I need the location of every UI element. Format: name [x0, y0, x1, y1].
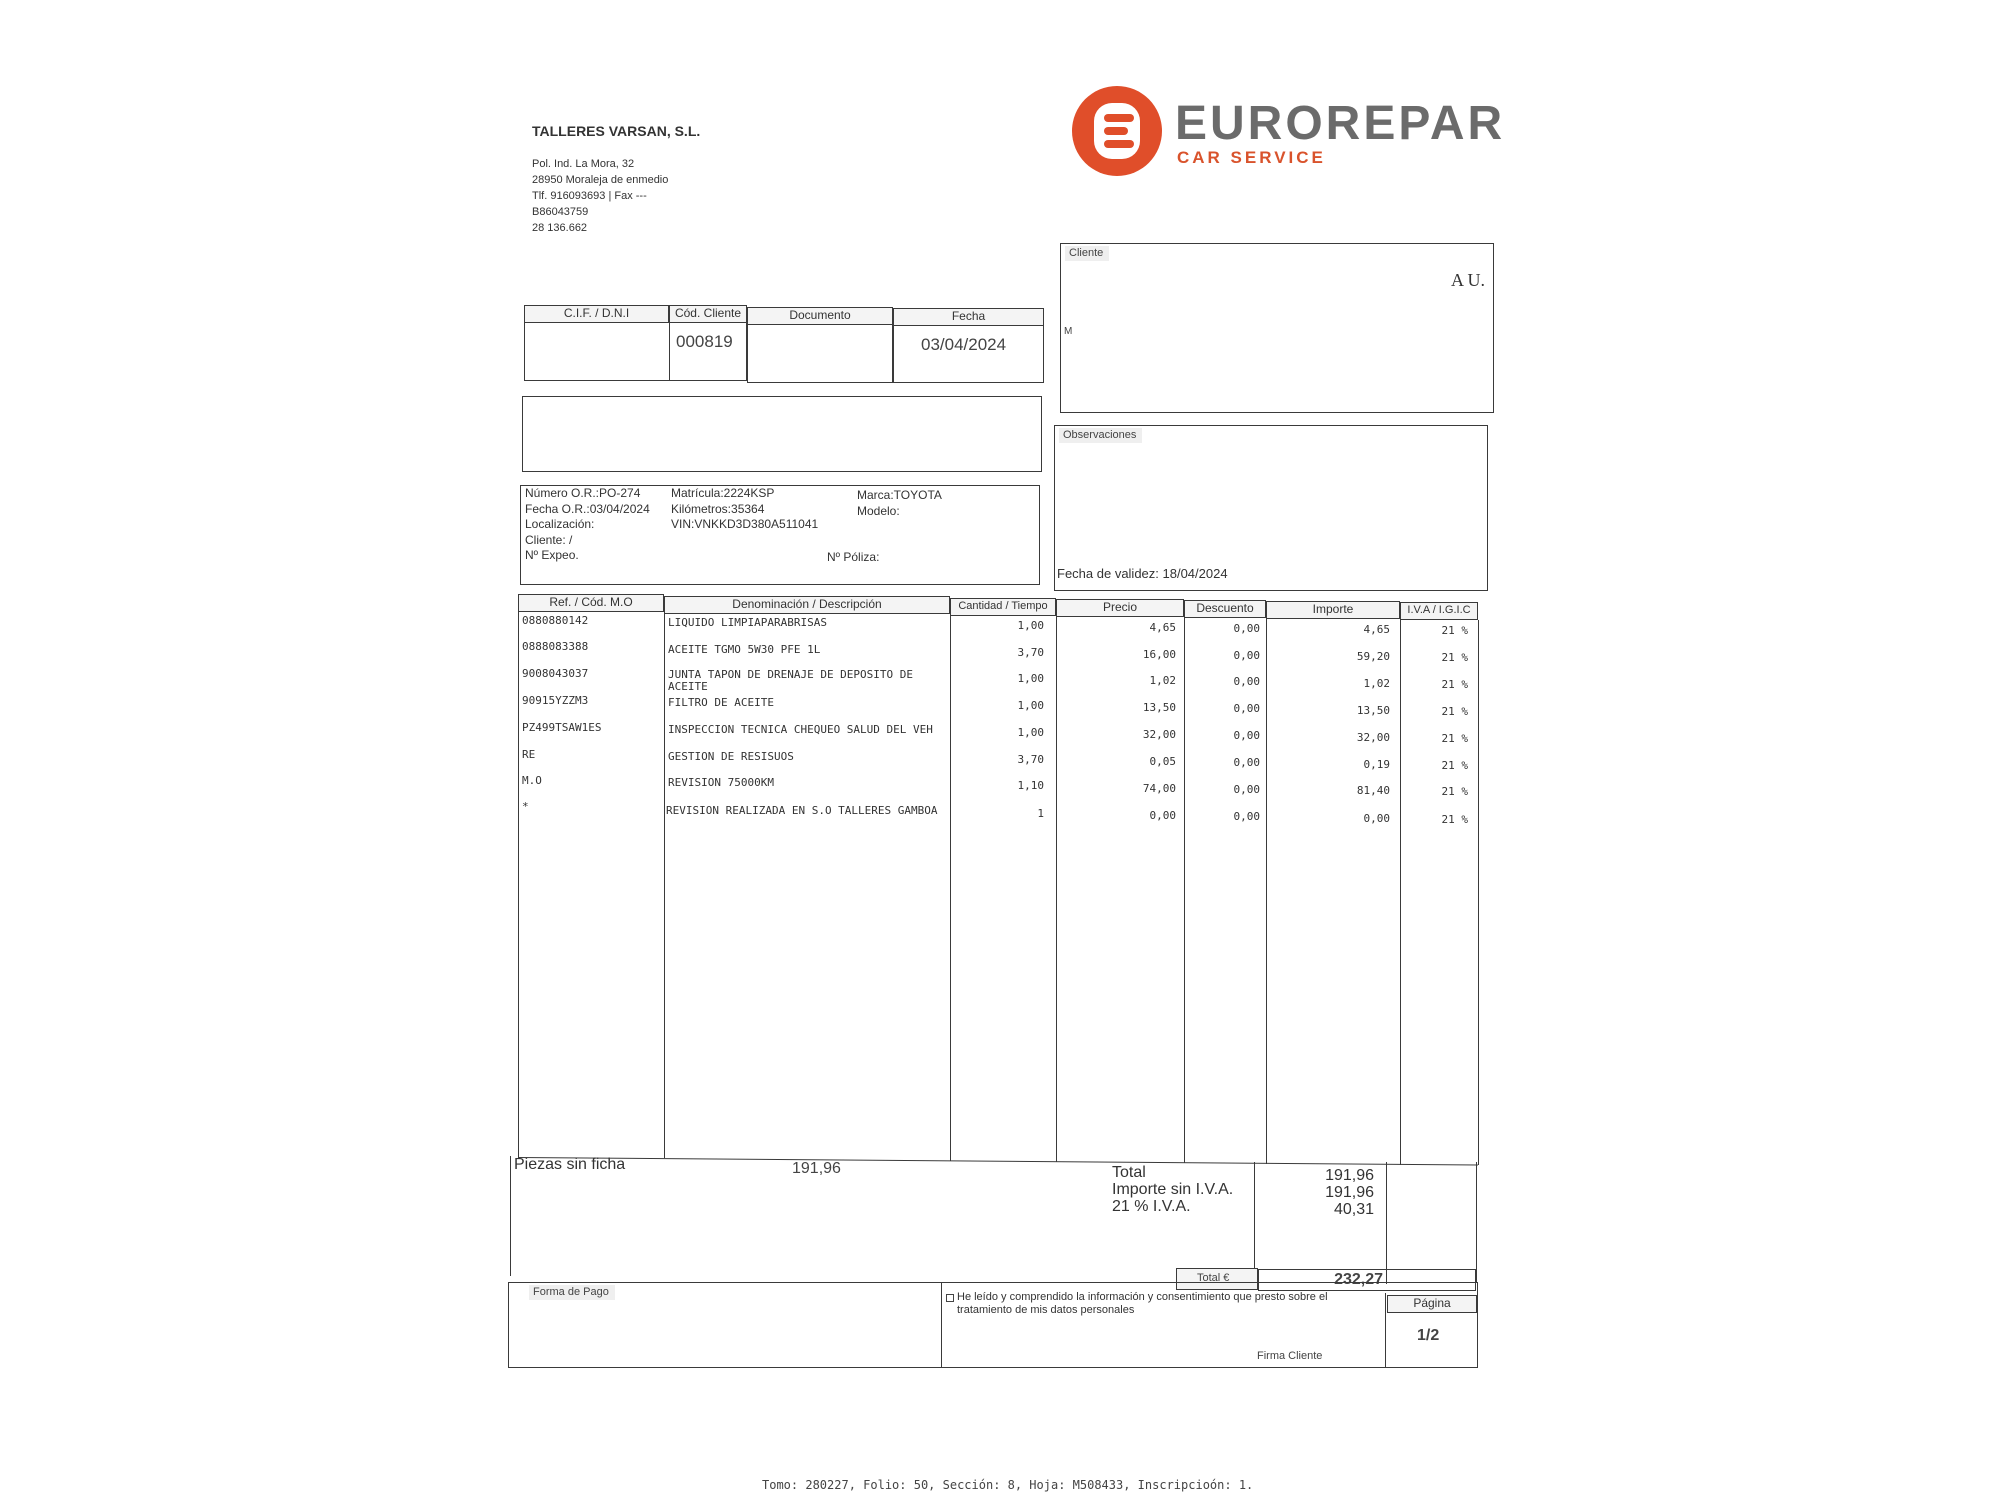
- items-header-descripcion: Denominación / Descripción: [664, 596, 950, 614]
- iva-label: 21 % I.V.A.: [1112, 1198, 1191, 1215]
- item-ref: PZ499TSAW1ES: [522, 721, 602, 734]
- item-vat: 21 %: [1441, 705, 1468, 718]
- consent-text-line2: tratamiento de mis datos personales: [957, 1304, 1135, 1316]
- item-amount: 59,20: [1356, 650, 1390, 663]
- item-disc: 0,00: [1233, 649, 1260, 662]
- item-qty: 1,10: [1017, 779, 1044, 792]
- item-vat: 21 %: [1441, 678, 1468, 691]
- pagina-value: 1/2: [1417, 1327, 1440, 1344]
- item-price: 32,00: [1142, 728, 1176, 741]
- item-desc: REVISION 75000KM: [668, 776, 774, 789]
- item-ref: 0888083388: [522, 640, 589, 653]
- item-amount: 32,00: [1356, 731, 1390, 744]
- total-label: Total: [1112, 1164, 1146, 1181]
- item-ref: 0880880142: [522, 614, 589, 627]
- fecha-validez: Fecha de validez: 18/04/2024: [1057, 566, 1228, 581]
- item-disc: 0,00: [1233, 675, 1260, 688]
- item-qty: 1,00: [1017, 699, 1044, 712]
- item-vat: 21 %: [1441, 813, 1468, 826]
- item-ref: 90915YZZM3: [522, 694, 589, 707]
- order-cliente: Cliente: /: [525, 532, 573, 547]
- brand-name: EUROREPAR: [1175, 97, 1506, 150]
- client-box-label: Cliente: [1065, 246, 1109, 261]
- brand-logo: [1072, 86, 1512, 182]
- item-desc: REVISION REALIZADA EN S.O TALLERES GAMBOA: [666, 804, 938, 817]
- order-poliza: Nº Póliza:: [827, 550, 880, 564]
- item-desc: GESTION DE RESISUOS: [668, 750, 794, 763]
- item-disc: 0,00: [1233, 756, 1260, 769]
- total-value: 191,96: [1325, 1167, 1374, 1184]
- items-header-ref: Ref. / Cód. M.O: [518, 594, 664, 612]
- item-ref: *: [522, 800, 529, 813]
- order-modelo: Modelo:: [857, 503, 900, 518]
- firma-cliente-label: Firma Cliente: [1257, 1350, 1323, 1362]
- id-header-cif: C.I.F. / D.N.I: [524, 305, 669, 323]
- item-ref: RE: [522, 748, 536, 761]
- iva-value: 40,31: [1333, 1201, 1374, 1218]
- item-disc: 0,00: [1233, 783, 1260, 796]
- item-price: 0,05: [1149, 755, 1176, 768]
- company-name: TALLERES VARSAN, S.L.: [532, 123, 701, 139]
- item-qty: 3,70: [1017, 646, 1044, 659]
- registry-info: Tomo: 280227, Folio: 50, Sección: 8, Hoja: M508433, Inscripcioón: 1.: [762, 1478, 1254, 1492]
- item-desc: LIQUIDO LIMPIAPARABRISAS: [668, 616, 827, 629]
- item-vat: 21 %: [1441, 785, 1468, 798]
- order-fecha: Fecha O.R.:03/04/2024: [525, 501, 650, 516]
- item-qty: 1,00: [1017, 726, 1044, 739]
- order-details-box: [520, 485, 1040, 585]
- item-price: 16,00: [1142, 648, 1176, 661]
- grand-total-value: 232,27: [1334, 1271, 1383, 1288]
- order-vin: VIN:VNKKD3D380A511041: [671, 517, 819, 531]
- footer-box: [508, 1282, 1478, 1368]
- order-expeo: Nº Expeo.: [525, 548, 579, 562]
- item-price: 74,00: [1142, 782, 1176, 795]
- order-numero: Número O.R.:PO-274: [525, 486, 641, 500]
- item-price: 1,02: [1149, 674, 1176, 687]
- order-marca: Marca:TOYOTA: [857, 488, 942, 502]
- item-amount: 1,02: [1363, 677, 1390, 690]
- grand-total-label: Total €: [1197, 1272, 1230, 1284]
- items-header-importe: Importe: [1266, 601, 1400, 619]
- item-amount: 4,65: [1363, 623, 1390, 636]
- item-price: 0,00: [1149, 809, 1176, 822]
- piezas-sin-ficha-value: 191,96: [792, 1160, 841, 1177]
- item-vat: 21 %: [1441, 651, 1468, 664]
- company-address-line2: 28950 Moraleja de enmedio: [532, 174, 669, 186]
- item-qty: 1,00: [1017, 672, 1044, 685]
- item-vat: 21 %: [1441, 732, 1468, 745]
- company-address-line1: Pol. Ind. La Mora, 32: [532, 158, 635, 170]
- items-header-iva: I.V.A / I.G.I.C: [1400, 602, 1478, 620]
- item-amount: 0,00: [1363, 812, 1390, 825]
- item-vat: 21 %: [1441, 759, 1468, 772]
- client-name-fragment: A U.: [1450, 270, 1485, 290]
- brand-tagline: CAR SERVICE: [1177, 148, 1326, 167]
- item-desc: INSPECCION TECNICA CHEQUEO SALUD DEL VEH: [668, 723, 933, 736]
- order-matricula: Matrícula:2224KSP: [671, 486, 775, 500]
- item-disc: 0,00: [1233, 622, 1260, 635]
- company-registry-number: 28 136.662: [532, 222, 588, 234]
- blank-info-box: [522, 396, 1042, 472]
- order-kilometros: Kilómetros:35364: [671, 501, 765, 516]
- items-table: [518, 594, 1478, 1158]
- pagina-label: Página: [1387, 1295, 1477, 1313]
- item-amount: 81,40: [1356, 784, 1390, 797]
- item-ref: M.O: [522, 774, 542, 787]
- item-desc: JUNTA TAPON DE DRENAJE DE DEPOSITO DE ACEITE: [668, 668, 914, 693]
- id-table: [524, 305, 1044, 381]
- client-address-fragment: M: [1064, 326, 1073, 337]
- observaciones-box: [1054, 425, 1488, 591]
- item-vat: 21 %: [1441, 624, 1468, 637]
- items-header-cantidad: Cantidad / Tiempo: [950, 598, 1056, 616]
- item-amount: 13,50: [1356, 704, 1390, 717]
- piezas-sin-ficha-label: Piezas sin ficha: [514, 1156, 626, 1173]
- item-desc: FILTRO DE ACEITE: [668, 696, 774, 709]
- item-desc: ACEITE TGMO 5W30 PFE 1L: [668, 643, 821, 656]
- item-price: 13,50: [1142, 701, 1176, 714]
- forma-de-pago-label: Forma de Pago: [529, 1285, 615, 1300]
- importe-sin-iva-value: 191,96: [1325, 1184, 1374, 1201]
- item-qty: 1,00: [1017, 619, 1044, 632]
- id-value-fecha: 03/04/2024: [921, 335, 1007, 354]
- item-price: 4,65: [1149, 621, 1176, 634]
- importe-sin-iva-label: Importe sin I.V.A.: [1112, 1181, 1234, 1198]
- id-header-fecha: Fecha: [893, 308, 1044, 326]
- consent-text-line1: He leído y comprendido la información y consentimiento que presto sobre el: [957, 1291, 1328, 1303]
- client-box: [1060, 243, 1494, 413]
- items-header-precio: Precio: [1056, 599, 1184, 617]
- company-phone: Tlf. 916093693 | Fax ---: [532, 190, 647, 202]
- item-amount: 0,19: [1363, 758, 1390, 771]
- id-header-documento: Documento: [747, 307, 893, 325]
- company-cif: B86043759: [532, 206, 589, 218]
- item-qty: 3,70: [1017, 753, 1044, 766]
- totals-section: [510, 1156, 1476, 1286]
- item-disc: 0,00: [1233, 729, 1260, 742]
- observaciones-label: Observaciones: [1059, 428, 1142, 443]
- items-header-descuento: Descuento: [1184, 600, 1266, 618]
- brand-logo-icon: [1072, 86, 1162, 176]
- item-qty: 1: [1037, 807, 1044, 820]
- id-value-codigo-cliente: 000819: [676, 332, 733, 351]
- order-localizacion: Localización:: [525, 517, 595, 531]
- company-address: [532, 156, 792, 236]
- consent-checkbox[interactable]: [946, 1294, 954, 1302]
- item-disc: 0,00: [1233, 702, 1260, 715]
- item-ref: 9008043037: [522, 667, 589, 680]
- item-disc: 0,00: [1233, 810, 1260, 823]
- id-header-codigo-cliente: Cód. Cliente: [669, 305, 747, 323]
